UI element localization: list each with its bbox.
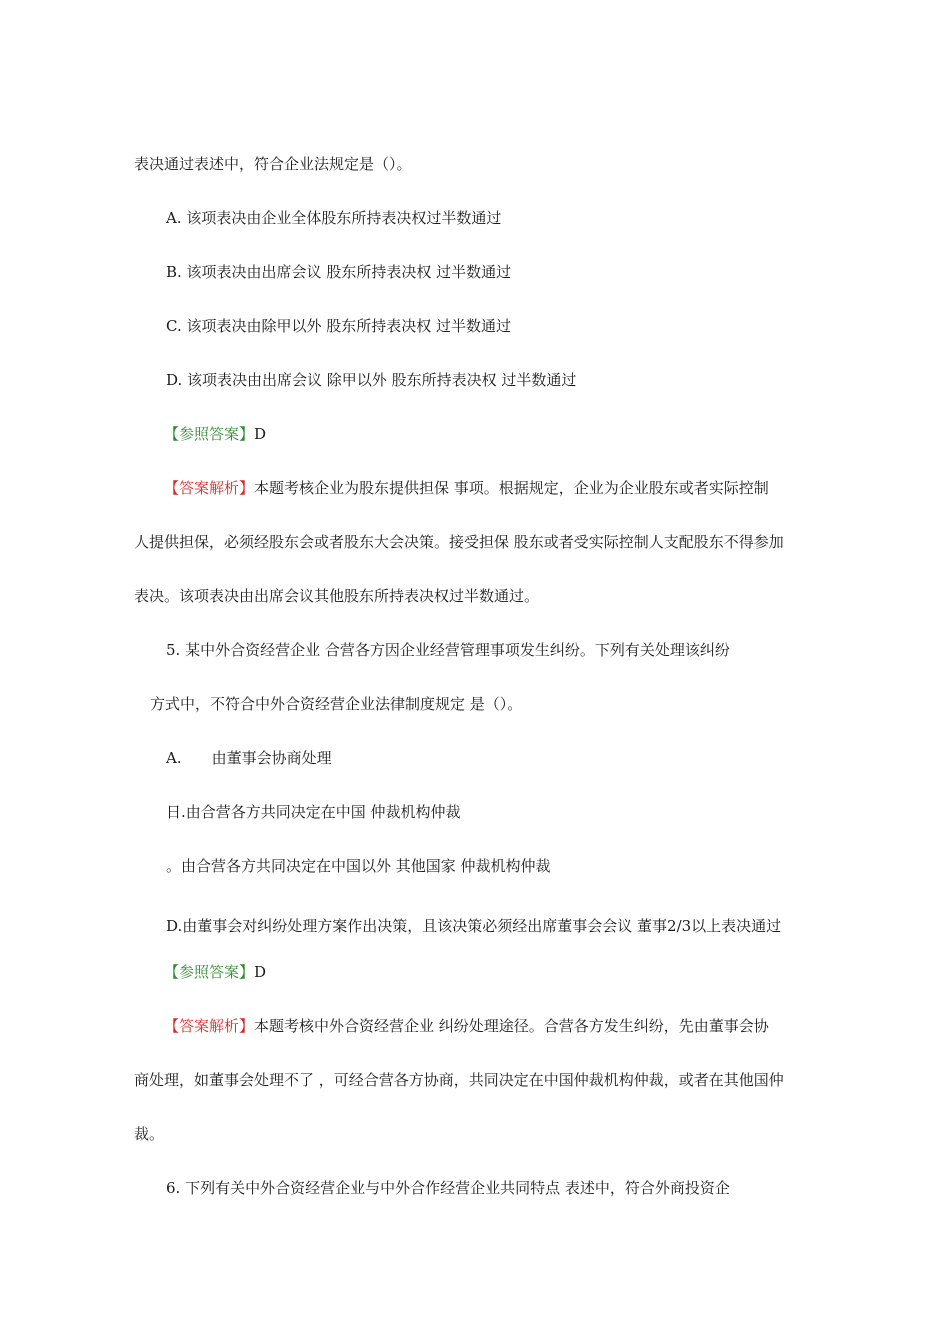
- option-d: D.由董事会对纠纷处理方案作出决策，且该决策必须经出席董事会会议 董事2/3以上表决通过: [166, 917, 782, 935]
- option-b: B. 该项表决由出席会议 股东所持表决权 过半数通过: [166, 263, 512, 281]
- option-c: C. 该项表决由除甲以外 股东所持表决权 过半数通过: [166, 317, 512, 335]
- reference-answer-tag: 【参照答案】: [164, 963, 255, 981]
- reference-answer-value: D: [254, 963, 267, 981]
- paragraph-line: 表决通过表述中，符合企业法规定是（）。: [134, 155, 412, 173]
- answer-analysis-text: 本题考核企业为股东提供担保 事项。根据规定，企业为企业股东或者实际控制: [254, 479, 769, 497]
- question-5: 5. 某中外合资经营企业 合营各方因企业经营管理事项发生纠纷。下列有关处理该纠纷: [166, 641, 730, 659]
- reference-answer-value: D: [254, 425, 267, 443]
- option-a-text: 由董事会协商处理: [211, 749, 332, 767]
- option-b: 日.由合营各方共同决定在中国 仲裁机构仲裁: [166, 803, 461, 821]
- paragraph-line: 裁。: [134, 1125, 165, 1143]
- paragraph-line: 商处理，如董事会处理不了 ，可经合营各方协商，共同决定在中国仲裁机构仲裁，或者在其他国仲: [134, 1071, 784, 1089]
- option-a-label: A.: [166, 749, 182, 767]
- answer-analysis-tag: 【答案解析】: [164, 479, 255, 497]
- reference-answer: [164, 424, 266, 444]
- answer-analysis: [164, 478, 769, 498]
- question-6: 6. 下列有关中外合资经营企业与中外合作经营企业共同特点 表述中，符合外商投资企: [166, 1179, 730, 1197]
- option-a: [166, 748, 332, 768]
- option-d: D. 该项表决由出席会议 除甲以外 股东所持表决权 过半数通过: [166, 371, 577, 389]
- paragraph-line: 人提供担保，必须经股东会或者股东大会决策。接受担保 股东或者受实际控制人支配股东不得参加: [134, 533, 784, 551]
- option-a: A. 该项表决由企业全体股东所持表决权过半数通过: [166, 209, 502, 227]
- answer-analysis-text: 本题考核中外合资经营企业 纠纷处理途径。合营各方发生纠纷，先由董事会协: [254, 1017, 769, 1035]
- paragraph-line: 表决。该项表决由出席会议其他股东所持表决权过半数通过。: [134, 587, 540, 605]
- paragraph-line: 方式中，不符合中外合资经营企业法律制度规定 是（）。: [150, 695, 523, 713]
- option-c: 。由合营各方共同决定在中国以外 其他国家 仲裁机构仲裁: [166, 857, 551, 875]
- reference-answer: [164, 962, 266, 982]
- answer-analysis-tag: 【答案解析】: [164, 1017, 255, 1035]
- answer-analysis: [164, 1016, 769, 1036]
- reference-answer-tag: 【参照答案】: [164, 425, 255, 443]
